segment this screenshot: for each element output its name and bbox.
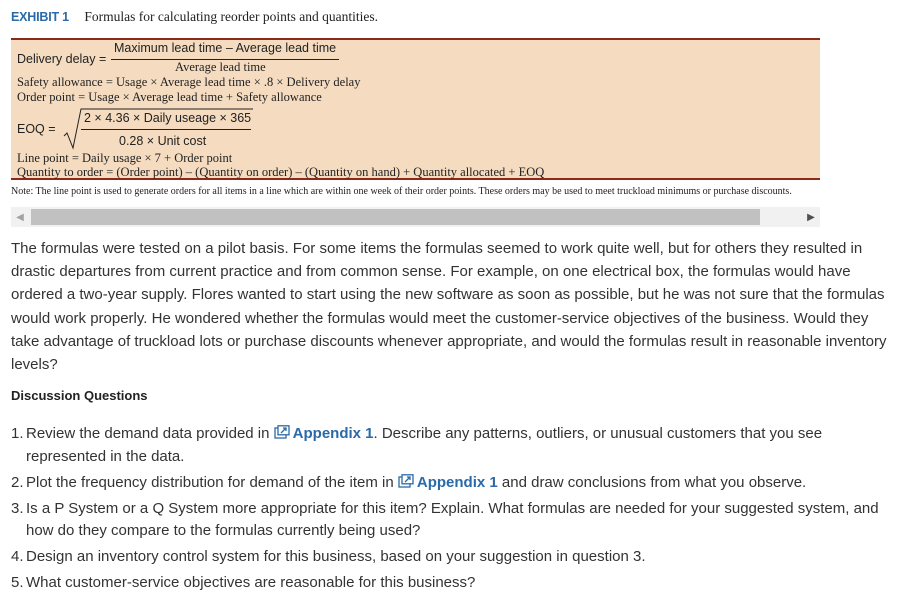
formula-box — [11, 38, 820, 180]
exhibit-header — [11, 9, 378, 25]
body-paragraph: The formulas were tested on a pilot basis. For some items the formulas seemed to work quite well, but for others they resulted in drastic departures from current practice and from common sense. For example, on one electrical box, the formulas would have ordered a two-year supply. Flores wanted to start using the new software as soon as possible, but he was not sure that the formulas would work properly. He wondered whether the formulas would meet the customer-service objectives of the business. Would they take advantage of truckload lots or purchase discounts whenever appropriate, and would the formulas result in reasonable inventory levels? — [11, 240, 887, 374]
question-text: and draw conclusions from what you observe. — [497, 473, 807, 491]
appendix-1-link[interactable]: Appendix 1 — [416, 473, 498, 491]
question-number: 1. — [11, 425, 24, 442]
delivery-delay-label: Delivery delay = — [17, 52, 107, 66]
eoq-denominator: 0.28 × Unit cost — [119, 134, 207, 148]
question-number: 5. — [11, 574, 24, 591]
question-item — [11, 546, 891, 569]
exhibit-note: Note: The line point is used to generate orders for all items in a line which are within one week of their order points. These orders may be used to meet truckload minimums or purchase discounts. — [11, 186, 792, 197]
eoq-label: EOQ = — [17, 122, 56, 136]
question-text: . Describe any patterns, outliers, or unusual customers that you see represented in the data. — [26, 425, 823, 465]
scroll-left-icon[interactable]: ◀ — [16, 211, 24, 223]
discussion-questions-heading: Discussion Questions — [11, 388, 148, 403]
order-point-formula: Order point = Usage × Average lead time + Safety allowance — [17, 90, 322, 104]
scrollbar-thumb[interactable] — [31, 209, 760, 225]
exhibit-label: EXHIBIT 1 — [11, 10, 69, 24]
question-item — [11, 472, 891, 495]
quantity-to-order-formula: Quantity to order = (Order point) – (Quantity on order) – (Quantity on hand) + Quantity allocated + EOQ — [17, 165, 545, 179]
delivery-delay-denominator: Average lead time — [175, 60, 266, 74]
eoq-fraction-bar — [81, 129, 251, 130]
question-number: 2. — [11, 473, 24, 491]
scroll-right-icon[interactable]: ▶ — [807, 211, 815, 223]
question-item — [11, 423, 891, 468]
exhibit-title: Formulas for calculating reorder points and quantities. — [84, 9, 378, 24]
question-text: What customer-service objectives are reasonable for this business? — [26, 574, 476, 591]
delivery-delay-numerator: Maximum lead time – Average lead time — [114, 41, 337, 55]
question-text: Design an inventory control system for this business, based on your suggestion in question 3. — [26, 548, 646, 565]
question-item — [11, 498, 891, 543]
question-text: Plot the frequency distribution for demand of the item in — [26, 473, 398, 491]
question-number: 3. — [11, 499, 24, 517]
question-text: Is a P System or a Q System more appropriate for this item? Explain. What formulas are needed for your suggested system, and how do they compare to the formulas currently being used? — [26, 499, 879, 539]
question-number: 4. — [11, 548, 24, 565]
appendix-1-link[interactable]: Appendix 1 — [292, 425, 374, 442]
question-item — [11, 572, 891, 595]
safety-allowance-formula: Safety allowance = Usage × Average lead time × .8 × Delivery delay — [17, 75, 361, 89]
line-point-formula: Line point = Daily usage × 7 + Order point — [17, 151, 233, 165]
external-link-icon[interactable] — [398, 474, 414, 488]
horizontal-scrollbar[interactable] — [11, 207, 820, 227]
discussion-questions-list — [11, 423, 891, 598]
external-link-icon[interactable] — [274, 425, 290, 439]
eoq-numerator: 2 × 4.36 × Daily useage × 365 — [84, 111, 252, 125]
question-text: Review the demand data provided in — [26, 425, 274, 442]
